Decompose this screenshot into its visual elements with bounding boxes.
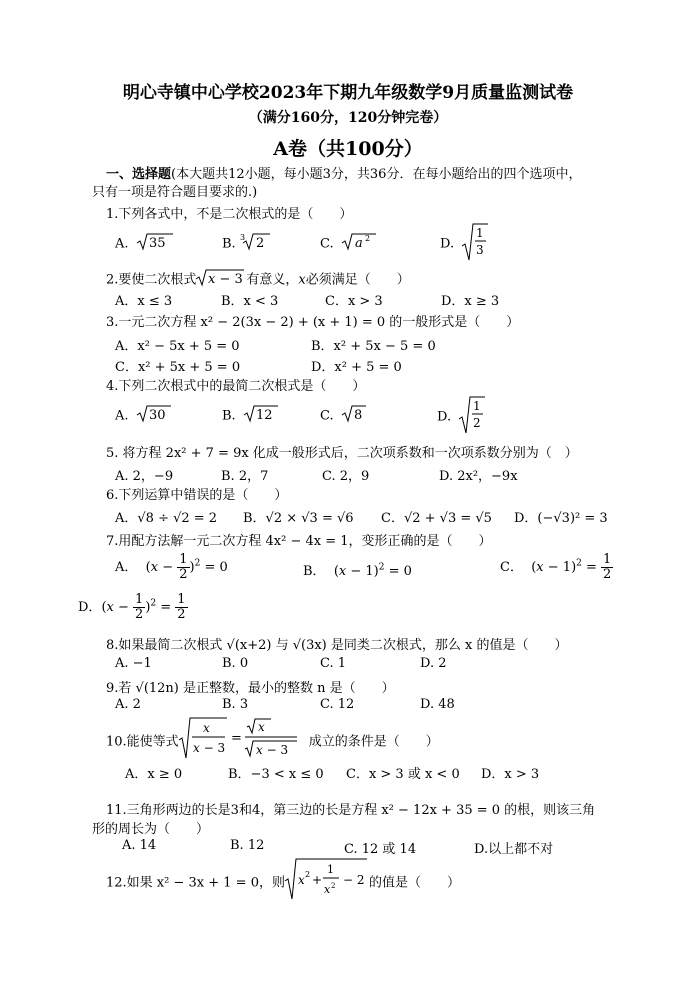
q5-option-b: B. 2，7 xyxy=(221,469,269,484)
svg-text:2: 2 xyxy=(255,236,265,251)
part1-instruction-2: 只有一项是符合题目要求的.) xyxy=(92,185,258,200)
q6-stem: 6.下列运算中错误的是（ ） xyxy=(106,488,288,503)
svg-text:x: x xyxy=(297,873,305,887)
q2-option-a: A．x ≤ 3 xyxy=(115,294,173,309)
q10-option-b: B．−3 < x ≤ 0 xyxy=(228,767,324,782)
sqrt-8 xyxy=(342,404,370,428)
q6-option-a: A．√8 ÷ √2 = 2 xyxy=(115,511,218,526)
cbrt-2 xyxy=(240,232,272,256)
svg-text:35: 35 xyxy=(148,236,166,251)
svg-text:1: 1 xyxy=(473,399,481,413)
q11-option-b: B. 12 xyxy=(230,838,265,853)
q2-option-b: B．x < 3 xyxy=(221,294,279,309)
svg-text:1: 1 xyxy=(476,226,484,240)
q1-option-c: C. a 2 xyxy=(320,232,378,256)
fraction-one-half: $\frac{1}{2}$ xyxy=(177,592,186,622)
svg-text:a: a xyxy=(354,236,363,251)
page-subtitle: （满分160分，120分钟完卷） xyxy=(248,110,448,126)
svg-text:3: 3 xyxy=(476,243,484,257)
q1-option-d: D. 1 3 xyxy=(440,222,490,266)
fraction-one-half: $\frac{1}{2}$ xyxy=(179,552,188,582)
sqrt-12 xyxy=(244,404,280,428)
q11-option-c: C. 12 或 14 xyxy=(344,842,417,857)
svg-text:x − 3: x − 3 xyxy=(208,272,244,287)
q1-option-b: B. 3 2 xyxy=(222,232,272,256)
q7-option-a: A． (x − $\frac{1}{2}$ )$^2$ = 0 xyxy=(115,552,228,582)
svg-text:− 2: − 2 xyxy=(342,873,365,887)
sqrt-one-half xyxy=(459,395,487,439)
q1-stem: 1.下列各式中，不是二次根式的是（ ） xyxy=(106,207,353,222)
sqrt-one-third xyxy=(462,222,490,266)
page-title: 明心寺镇中心学校2023年下期九年级数学9月质量监测试卷 xyxy=(122,83,574,103)
q6-option-d: D．(−√3)² = 3 xyxy=(514,511,608,526)
q3-option-c: C．x² + 5x + 5 = 0 xyxy=(115,360,241,375)
q4-stem: 4.下列二次根式中的最简二次根式是（ ） xyxy=(106,379,366,394)
svg-text:30: 30 xyxy=(148,408,166,423)
q7-stem: 7.用配方法解一元二次方程 4x² − 4x = 1，变形正确的是（ ） xyxy=(106,534,492,549)
q8-option-d: D. 2 xyxy=(420,656,447,671)
q2-stem: 2.要使二次根式 x − 3 有意义，x必须满足（ ） xyxy=(106,268,410,292)
fraction-one-half: $\frac{1}{2}$ xyxy=(135,592,144,622)
q12-stem: 12.如果 x² − 3x + 1 = 0，则 x 2 + 1 x 2 − 2 的值是（ ） xyxy=(106,857,460,905)
q3-stem: 3.一元二次方程 x² − 2(3x − 2) + (x + 1) = 0 的一般形式是（ ） xyxy=(106,315,520,330)
q4-option-a: A. 30 xyxy=(115,404,173,428)
svg-text:2: 2 xyxy=(364,234,370,243)
q5-option-c: C. 2，9 xyxy=(322,469,370,484)
q10-equation xyxy=(179,716,309,764)
q8-option-b: B. 0 xyxy=(222,656,249,671)
svg-text:1: 1 xyxy=(326,863,334,876)
q5-stem: 5. 将方程 2x² + 7 = 9x 化成一般形式后，二次项系数和一次项系数分别为（ ） xyxy=(106,446,578,461)
q10-stem: 10.能使等式 x x − 3 = x x − 3 成立的条件是（ ） xyxy=(106,716,439,764)
q9-option-a: A. 2 xyxy=(115,697,141,712)
q8-option-c: C. 1 xyxy=(320,656,347,671)
q10-option-d: D．x > 3 xyxy=(481,767,540,782)
svg-text:3: 3 xyxy=(239,233,245,242)
svg-text:12: 12 xyxy=(255,408,273,423)
q2-option-c: C．x > 3 xyxy=(325,294,383,309)
q11-option-d: D.以上都不对 xyxy=(474,842,554,857)
q4-option-d: D. 1 2 xyxy=(437,395,487,439)
q9-stem: 9.若 √(12n) 是正整数，最小的整数 n 是（ ） xyxy=(106,681,395,696)
svg-text:x: x xyxy=(257,720,265,734)
svg-text:x − 3: x − 3 xyxy=(255,743,288,757)
q6-option-b: B．√2 × √3 = √6 xyxy=(243,511,354,526)
q8-option-a: A. −1 xyxy=(115,656,152,671)
q3-option-d: D．x² + 5 = 0 xyxy=(311,360,402,375)
svg-text:x − 3: x − 3 xyxy=(192,741,225,755)
sqrt-30 xyxy=(137,404,173,428)
part1-heading: 一、选择题 xyxy=(106,167,172,182)
q4-option-c: C. 8 xyxy=(320,404,370,428)
svg-text:x: x xyxy=(323,883,331,896)
q11-stem: 11.三角形两边的长是3和4，第三边的长是方程 x² − 12x + 35 = 0 的根，则该三角 xyxy=(106,803,596,818)
q3-option-a: A．x² − 5x + 5 = 0 xyxy=(115,339,240,354)
sqrt-a-squared xyxy=(342,232,378,256)
section-heading: A卷（共100分） xyxy=(273,138,423,160)
q9-option-c: C. 12 xyxy=(320,697,355,712)
q6-option-c: C．√2 + √3 = √5 xyxy=(381,511,492,526)
q7-option-d: D．(x − $\frac{1}{2}$ )$^2$ = $\frac{1}{2}$ xyxy=(78,592,186,622)
svg-text:2: 2 xyxy=(330,882,336,890)
svg-text:+: + xyxy=(311,873,323,887)
q1-option-a: A. 35 xyxy=(115,232,173,256)
q10-option-a: A．x ≥ 0 xyxy=(125,767,183,782)
q5-option-d: D. 2x²，−9x xyxy=(439,469,518,484)
q7-option-c: C． $(x - 1)^2$ = $\frac{1}{2}$ xyxy=(500,552,612,582)
q7-option-b: B． $(x - 1)^2 = 0$ xyxy=(303,562,412,579)
q12-radical xyxy=(285,857,369,905)
sqrt-x-minus-3 xyxy=(196,268,246,292)
q3-option-b: B．x² + 5x − 5 = 0 xyxy=(311,339,436,354)
q11-option-a: A. 14 xyxy=(122,838,157,853)
q10-option-c: C．x > 3 或 x < 0 xyxy=(346,767,460,782)
q4-option-b: B. 12 xyxy=(222,404,280,428)
svg-text:2: 2 xyxy=(304,870,311,879)
part1-instruction: (本大题共12小题，每小题3分，共36分．在每小题给出的四个选项中， xyxy=(171,167,582,182)
svg-text:x: x xyxy=(202,721,210,735)
q9-option-b: B. 3 xyxy=(222,697,249,712)
q5-option-a: A. 2，−9 xyxy=(115,469,174,484)
svg-text:=: = xyxy=(230,731,242,746)
svg-text:2: 2 xyxy=(473,416,481,430)
q8-stem: 8.如果最简二次根式 √(x+2) 与 √(3x) 是同类二次根式，那么 x 的值是（ ） xyxy=(106,638,568,653)
q2-option-d: D．x ≥ 3 xyxy=(441,294,500,309)
svg-text:8: 8 xyxy=(353,408,363,423)
q11-stem-2: 形的周长为（ ） xyxy=(92,822,210,837)
sqrt-35 xyxy=(137,232,173,256)
fraction-one-half: $\frac{1}{2}$ xyxy=(603,552,612,582)
q9-option-d: D. 48 xyxy=(420,697,455,712)
part1-heading-line xyxy=(106,163,581,182)
